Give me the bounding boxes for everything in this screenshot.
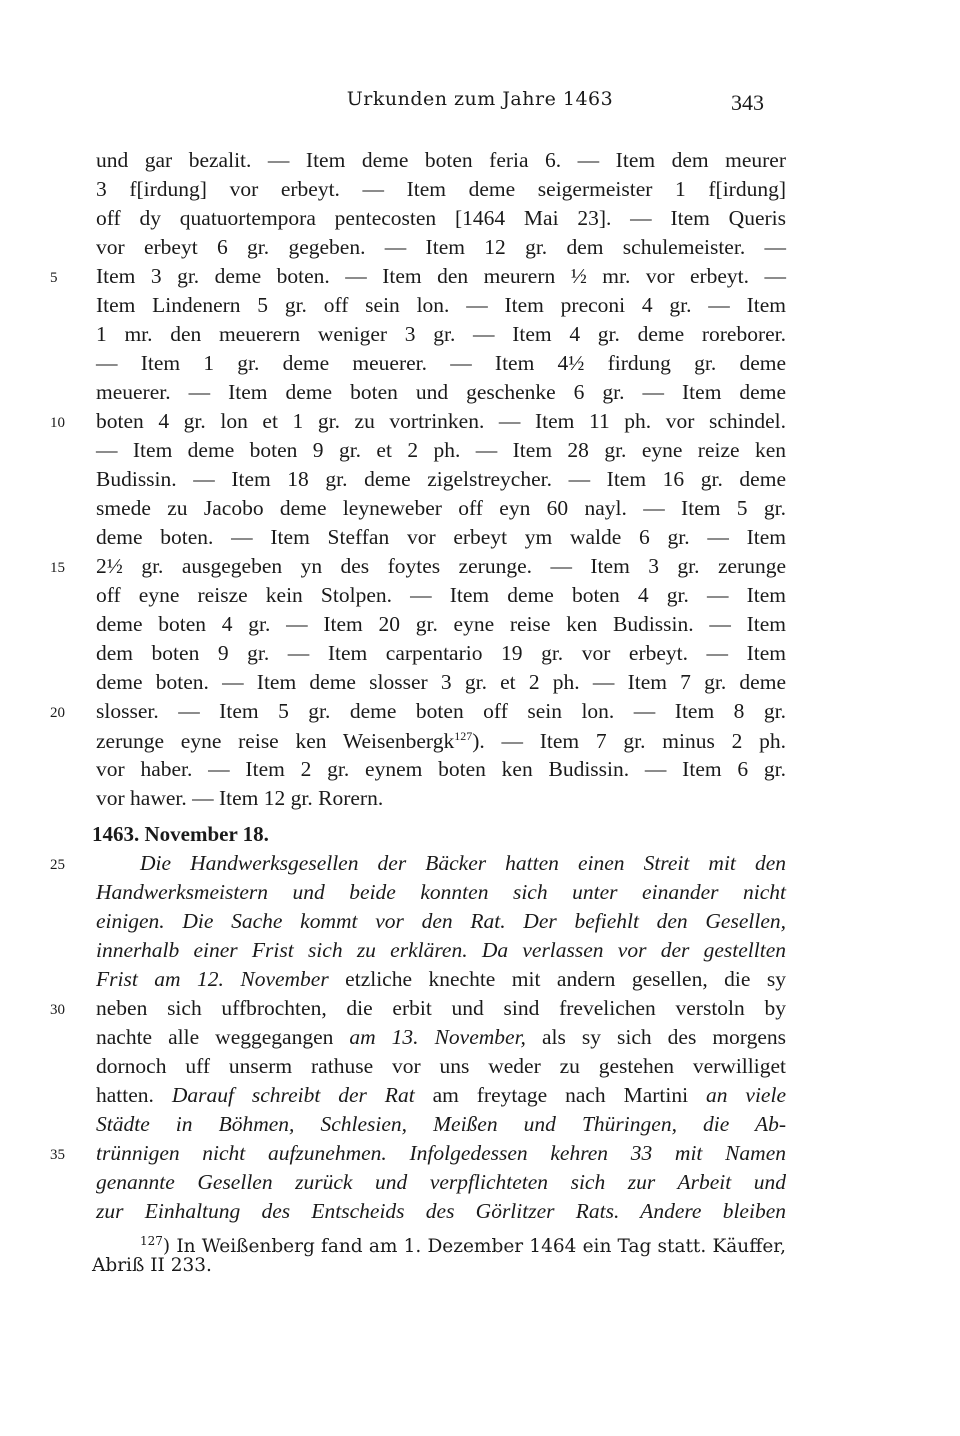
line-number: 30: [50, 1002, 65, 1018]
text-line: slosser. — Item 5 gr. deme boten off sein lon. — Item 8 gr.: [96, 699, 786, 723]
page-number: 343: [731, 90, 764, 115]
text-segment: als sy sich des morgens: [525, 1025, 786, 1049]
text-segment: einigen. Die Sache kommt vor den Rat. Der befiehlt den Gesellen,: [96, 909, 786, 933]
text-segment: trünnigen nicht aufzunehmen. Infolgedessen kehren 33 mit Namen: [96, 1141, 786, 1165]
text-line: [96, 998, 786, 1020]
text-segment: zerunge eyne reise ken Weisenbergk: [96, 729, 455, 754]
text-line: [96, 940, 786, 962]
text-line: — Item deme boten 9 gr. et 2 ph. — Item 28 gr. eyne reize ken: [96, 438, 786, 462]
text-line: — Item 1 gr. deme meuerer. — Item 4½ firdung gr. deme: [96, 351, 786, 375]
text-line: [96, 882, 786, 904]
text-line: dem boten 9 gr. — Item carpentario 19 gr. vor erbeyt. — Item: [96, 641, 786, 665]
text-segment: zur Einhaltung des Entscheids des Görlitzer Rats. Andere bleiben: [96, 1199, 786, 1223]
line-number: 15: [50, 560, 65, 576]
text-segment: nachte alle weggegangen: [96, 1025, 350, 1049]
text-line: 3 f[irdung] vor erbeyt. — Item deme seigermeister 1 f[irdung]: [96, 177, 786, 201]
text-segment: innerhalb einer Frist sich zu erklären. Da verlassen vor der gestellten: [96, 938, 786, 962]
text-line: boten 4 gr. lon et 1 gr. zu vortrinken. — Item 11 ph. vor schindel.: [96, 409, 786, 433]
text-segment: am 13. November,: [349, 1025, 526, 1049]
text-line: [96, 969, 786, 991]
text-line: [140, 853, 786, 875]
text-line: [96, 1201, 786, 1223]
text-line: smede zu Jacobo deme leyneweber off eyn 60 nayl. — Item 5 gr.: [96, 496, 786, 520]
text-line: deme boten 4 gr. — Item 20 gr. eyne reise ken Budissin. — Item: [96, 612, 786, 636]
line-number: 5: [50, 270, 58, 286]
text-segment: genannte Gesellen zurück und verpflichteten sich zur Arbeit und: [96, 1170, 786, 1194]
footnote-text: ) In Weißenberg fand am 1. Dezember 1464 ein Tag statt. Käuffer,: [162, 1236, 786, 1258]
text-line: [96, 1056, 786, 1078]
text-segment: hatten.: [96, 1083, 172, 1107]
text-segment: ). — Item 7 gr. minus 2 ph.: [472, 729, 786, 754]
text-segment: neben sich uffbrochten, die erbit und sind frevelichen verstoln by: [96, 996, 786, 1020]
text-line-with-footnote-ref: [96, 730, 786, 753]
text-line: off eyne reisze kein Stolpen. — Item deme boten 4 gr. — Item: [96, 583, 786, 607]
text-segment: an viele: [706, 1083, 786, 1107]
text-line: Item 3 gr. deme boten. — Item den meurern ½ mr. vor erbeyt. —: [96, 264, 786, 288]
footnote-number: 127: [140, 1234, 163, 1248]
text-line: off dy quatuortempora pentecosten [1464 Mai 23]. — Item Queris: [96, 206, 786, 230]
text-line: [96, 1114, 786, 1136]
text-line: deme boten. — Item deme slosser 3 gr. et 2 ph. — Item 7 gr. deme: [96, 670, 786, 694]
text-line: Budissin. — Item 18 gr. deme zigelstreycher. — Item 16 gr. deme: [96, 467, 786, 491]
text-line: [96, 1143, 786, 1165]
text-segment: dornoch uff unserm rathuse vor uns weder zu gestehen verwilliget: [96, 1054, 786, 1078]
line-number: 35: [50, 1147, 65, 1163]
text-segment: Frist am 12. November: [96, 967, 329, 991]
text-segment: Städte in Böhmen, Schlesien, Meißen und Thüringen, die Ab-: [96, 1112, 786, 1136]
text-line: [96, 1172, 786, 1194]
text-line: vor erbeyt 6 gr. gegeben. — Item 12 gr. dem schulemeister. —: [96, 235, 786, 259]
text-segment: Darauf schreibt der Rat: [171, 1083, 415, 1107]
text-line: Item Lindenern 5 gr. off sein lon. — Item preconi 4 gr. — Item: [96, 293, 786, 317]
text-line: [96, 911, 786, 933]
text-line: meuerer. — Item deme boten und geschenke 6 gr. — Item deme: [96, 380, 786, 404]
text-segment: Handwerksmeistern und beide konnten sich unter einander nicht: [96, 880, 786, 904]
footnote-line: [140, 1235, 786, 1257]
text-line: und gar bezalit. — Item deme boten feria 6. — Item dem meurer: [96, 148, 786, 172]
footnote-ref: 127: [454, 729, 473, 743]
line-number: 10: [50, 415, 65, 431]
text-line: [96, 1027, 786, 1049]
line-number: 20: [50, 705, 65, 721]
footnote-line: Abriß II 233.: [92, 1255, 212, 1276]
text-line: vor haber. — Item 2 gr. eynem boten ken Budissin. — Item 6 gr.: [96, 757, 786, 781]
line-number: 25: [50, 857, 65, 873]
text-line: [96, 1085, 786, 1107]
date-heading: 1463. November 18.: [92, 822, 269, 846]
text-line: deme boten. — Item Steffan vor erbeyt ym walde 6 gr. — Item: [96, 525, 786, 549]
text-line: vor hawer. — Item 12 gr. Rorern.: [96, 786, 384, 810]
text-line: 1 mr. den meuerern weniger 3 gr. — Item 4 gr. deme roreborer.: [96, 322, 786, 346]
text-line: 2½ gr. ausgegeben yn des foytes zerunge. — Item 3 gr. zerunge: [96, 554, 786, 578]
header-title: Urkunden zum Jahre 1463: [346, 88, 614, 110]
text-segment: Die Handwerksgesellen der Bäcker hatten einen Streit mit den: [140, 851, 786, 875]
text-segment: etzliche knechte mit andern gesellen, die sy: [328, 967, 787, 991]
text-segment: am freytage nach Martini: [414, 1083, 706, 1107]
